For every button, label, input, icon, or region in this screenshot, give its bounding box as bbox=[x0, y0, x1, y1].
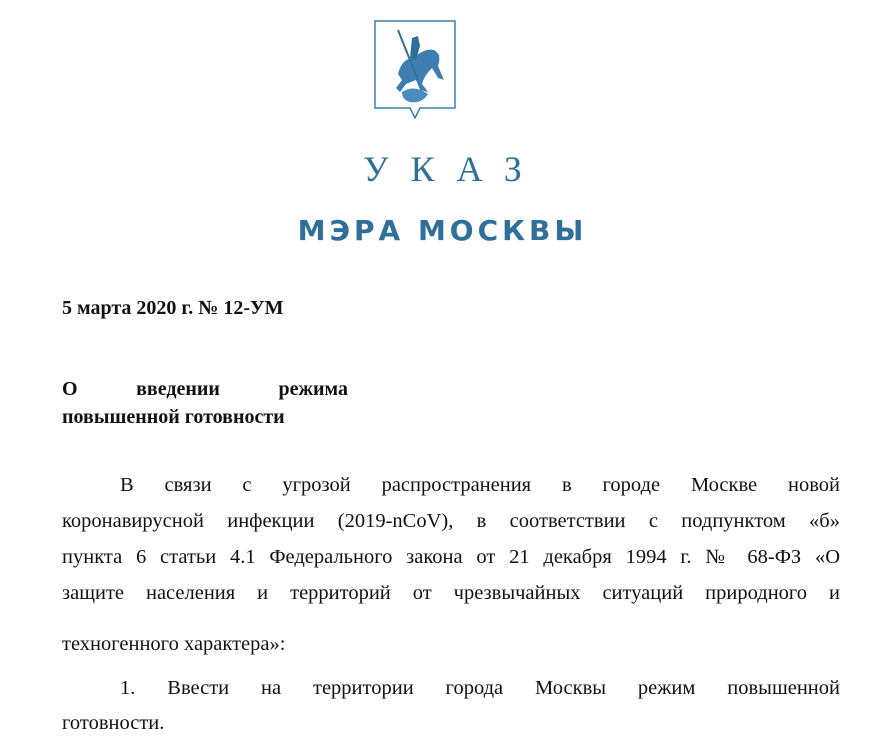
body-line: защите населения и территорий от чрезвычайных ситуаций природного и bbox=[62, 582, 840, 604]
body-line: пункта 6 статьи 4.1 Федерального закона от 21 декабря 1994 г. № 68-ФЗ «О bbox=[62, 546, 840, 568]
document-type-title: УКАЗ bbox=[363, 149, 544, 189]
body-line: техногенного характера»: bbox=[62, 633, 286, 655]
subject-line-1 bbox=[62, 378, 348, 401]
issuer-title: МЭРА МОСКВЫ bbox=[297, 214, 588, 247]
date-and-number: 5 марта 2020 г. № 12-УМ bbox=[62, 297, 284, 319]
body-line: коронавирусной инфекции (2019-nCoV), в соответствии с подпунктом «б» bbox=[62, 510, 840, 532]
body-line: В связи с угрозой распространения в городе Москве новой bbox=[120, 474, 840, 496]
body-line: 1. Ввести на территории города Москвы режим повышенной bbox=[120, 677, 840, 699]
subject-word: введении bbox=[136, 378, 220, 400]
body-line: готовности. bbox=[62, 712, 165, 734]
moscow-coat-of-arms-icon bbox=[372, 18, 458, 124]
subject-word: режима bbox=[278, 378, 348, 400]
subject-line-2: повышенной готовности bbox=[62, 406, 285, 428]
subject-word: О bbox=[62, 378, 78, 400]
